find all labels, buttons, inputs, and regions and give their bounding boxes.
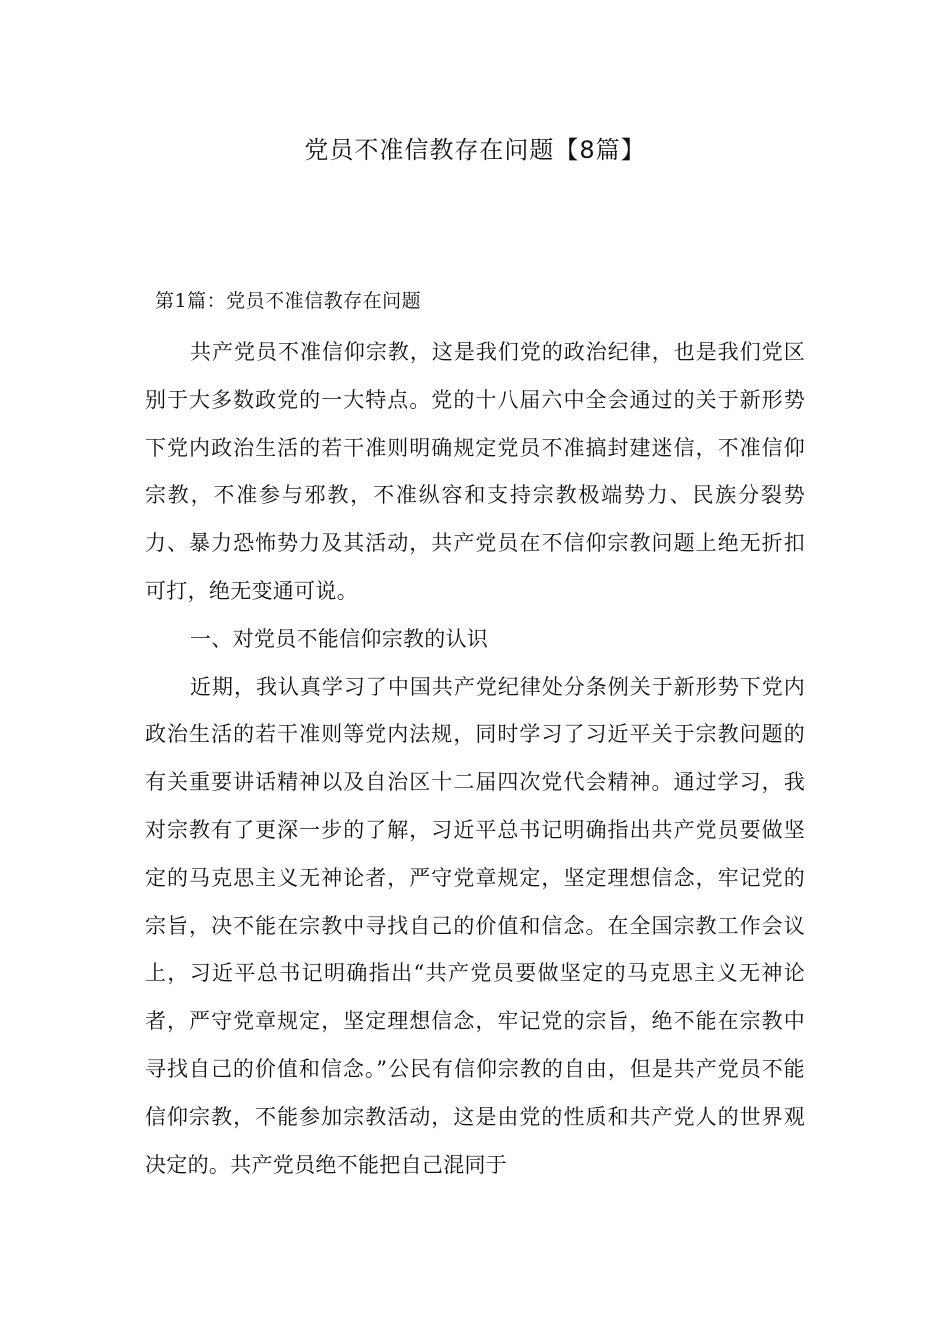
document-body [145,329,805,1189]
article-heading: 第1篇：党员不准信教存在问题 [155,290,422,312]
section-paragraph: 近期，我认真学习了中国共产党纪律处分条例关于新形势下党内政治生活的若干准则等党内法规，同时学习了习近平关于宗教问题的有关重要讲话精神以及自治区十二届四次党代会精神。通过学习，我对宗教有了更深一步的了解，习近平总书记明确指出共产党员要做坚定的马克思主义无神论者，严守党章规定，坚定理想信念，牢记党的宗旨，决不能在宗教中寻找自己的价值和信念。在全国宗教工作会议上，习近平总书记明确指出“共产党员要做坚定的马克思主义无神论者，严守党章规定，坚定理想信念，牢记党的宗旨，绝不能在宗教中寻找自己的价值和信念。”公民有信仰宗教的自由，但是共产党员不能信仰宗教，不能参加宗教活动，这是由党的性质和共产党人的世界观决定的。共产党员绝不能把自己混同于 [145,674,805,1177]
intro-paragraph: 共产党员不准信仰宗教，这是我们党的政治纪律，也是我们党区别于大多数政党的一大特点。党的十八届六中全会通过的关于新形势下党内政治生活的若干准则明确规定党员不准搞封建迷信，不准信仰宗教，不准参与邪教，不准纵容和支持宗教极端势力、民族分裂势力、暴力恐怖势力及其活动，共产党员在不信仰宗教问题上绝无折扣可打，绝无变通可说。 [145,340,805,603]
document-title: 党员不准信教存在问题【8篇】 [304,136,646,164]
section-heading: 一、对党员不能信仰宗教的认识 [190,626,489,651]
